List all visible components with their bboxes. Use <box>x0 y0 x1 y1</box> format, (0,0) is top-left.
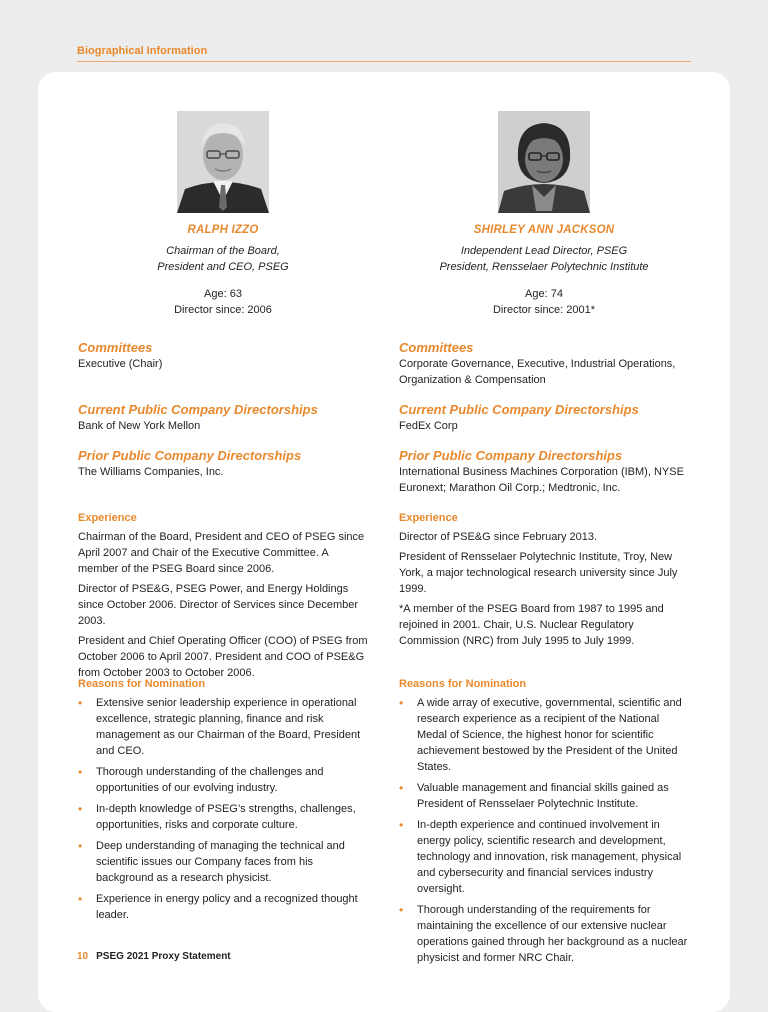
reasons-heading: Reasons for Nomination <box>399 678 527 690</box>
bullet-icon: • <box>399 696 404 710</box>
director-since: Director since: 2006 <box>174 304 272 316</box>
director-age: Age: 74 <box>525 288 563 300</box>
reasons-list <box>399 695 691 971</box>
list-item <box>78 891 370 923</box>
experience-paragraph: President and Chief Operating Officer (COO) of PSEG from October 2006 to April 2007. President and COO of PSE&G from October 2003 to October 2006. <box>78 635 368 679</box>
prior-directorships: The Williams Companies, Inc. <box>78 466 224 478</box>
list-item <box>399 780 691 812</box>
current-directorships: FedEx Corp <box>399 420 458 432</box>
portrait-photo-izzo <box>177 111 269 213</box>
director-name: SHIRLEY ANN JACKSON <box>473 224 615 236</box>
bullet-icon: • <box>399 903 404 917</box>
experience-paragraph: Chairman of the Board, President and CEO of PSEG since April 2007 and Chair of the Executive Committee. A member of the PSEG Board since 2006. <box>78 531 365 575</box>
reasons-heading: Reasons for Nomination <box>78 678 206 690</box>
page-number: 10 <box>77 951 89 962</box>
bullet-icon: • <box>399 818 404 832</box>
reasons-list <box>78 695 370 928</box>
prior-directorships: International Business Machines Corporation (IBM), NYSE Euronext; Marathon Oil Corp.; Medtronic, Inc. <box>399 466 684 494</box>
experience-paragraph: *A member of the PSEG Board from 1987 to 1995 and rejoined in 2001. Chair, U.S. Nuclear Regulatory Commission (NRC) from July 1995 to July 1999. <box>399 603 664 647</box>
list-item <box>78 764 370 796</box>
committees-list: Executive (Chair) <box>78 358 163 370</box>
current-directorships-heading: Current Public Company Directorships <box>78 402 318 417</box>
reason-text: Deep understanding of managing the technical and scientific issues our Company faces from his background as a research physicist. <box>96 840 345 884</box>
reason-text: Extensive senior leadership experience in operational excellence, strategic planning, finance and risk management as our Chairman of the Board, President and CEO. <box>96 697 361 757</box>
director-age: Age: 63 <box>204 288 242 300</box>
reason-text: In-depth experience and continued involvement in energy policy, scientific research and development, technology and innovation, risk management, physical and cybersecurity and financial services industry oversight. <box>417 819 682 895</box>
reason-text: In-depth knowledge of PSEG’s strengths, challenges, opportunities, risks and corporate culture. <box>96 803 356 831</box>
list-item <box>399 902 691 966</box>
reason-text: Valuable management and financial skills gained as President of Rensselaer Polytechnic Institute. <box>417 782 669 810</box>
reason-text: Thorough understanding of the requirements for maintaining the excellence of our extensive nuclear operations gained through her background as a nuclear physicist and former NRC Chair. <box>417 904 688 964</box>
list-item <box>78 695 370 759</box>
bullet-icon: • <box>78 802 83 816</box>
reason-text: Experience in energy policy and a recognized thought leader. <box>96 893 358 921</box>
reason-text: A wide array of executive, governmental, scientific and research experience as a recipient of the National Medal of Science, the highest honor for scientific achievement bestowed by the President of the United States. <box>417 697 682 773</box>
experience-paragraph: President of Rensselaer Polytechnic Institute, Troy, New York, a major technological research university since July 1999. <box>399 551 678 595</box>
portrait-photo-jackson <box>498 111 590 213</box>
current-directorships: Bank of New York Mellon <box>78 420 201 432</box>
committees-heading: Committees <box>399 340 474 355</box>
director-title-line: Chairman of the Board, <box>166 245 280 257</box>
prior-directorships-heading: Prior Public Company Directorships <box>399 448 623 463</box>
publication-title: PSEG 2021 Proxy Statement <box>96 951 231 962</box>
experience-paragraph: Director of PSE&G since February 2013. <box>399 531 598 543</box>
director-title-line: Independent Lead Director, PSEG <box>460 245 628 257</box>
list-item <box>78 801 370 833</box>
experience-text <box>78 529 370 685</box>
page-footer <box>77 951 231 962</box>
list-item <box>78 838 370 886</box>
current-directorships-heading: Current Public Company Directorships <box>399 402 639 417</box>
bullet-icon: • <box>78 765 83 779</box>
section-header: Biographical Information <box>77 45 208 57</box>
experience-text <box>399 529 691 653</box>
reason-text: Thorough understanding of the challenges and opportunities of our evolving industry. <box>96 766 324 794</box>
committees-heading: Committees <box>78 340 153 355</box>
director-title-line: President and CEO, PSEG <box>157 261 289 273</box>
experience-paragraph: Director of PSE&G, PSEG Power, and Energy Holdings since October 2006. Director of Services since December 2003. <box>78 583 359 627</box>
director-name: RALPH IZZO <box>187 224 259 236</box>
header-rule <box>77 61 691 62</box>
committees-list: Corporate Governance, Executive, Industrial Operations, Organization & Compensation <box>399 358 676 386</box>
list-item <box>399 695 691 775</box>
director-title-line: President, Rensselaer Polytechnic Institute <box>439 261 649 273</box>
bullet-icon: • <box>78 696 83 710</box>
list-item <box>399 817 691 897</box>
prior-directorships-heading: Prior Public Company Directorships <box>78 448 302 463</box>
bullet-icon: • <box>399 781 404 795</box>
bullet-icon: • <box>78 892 83 906</box>
bio-card <box>38 72 730 1012</box>
bullet-icon: • <box>78 839 83 853</box>
experience-heading: Experience <box>78 512 137 524</box>
experience-heading: Experience <box>399 512 458 524</box>
director-since: Director since: 2001* <box>492 304 596 316</box>
